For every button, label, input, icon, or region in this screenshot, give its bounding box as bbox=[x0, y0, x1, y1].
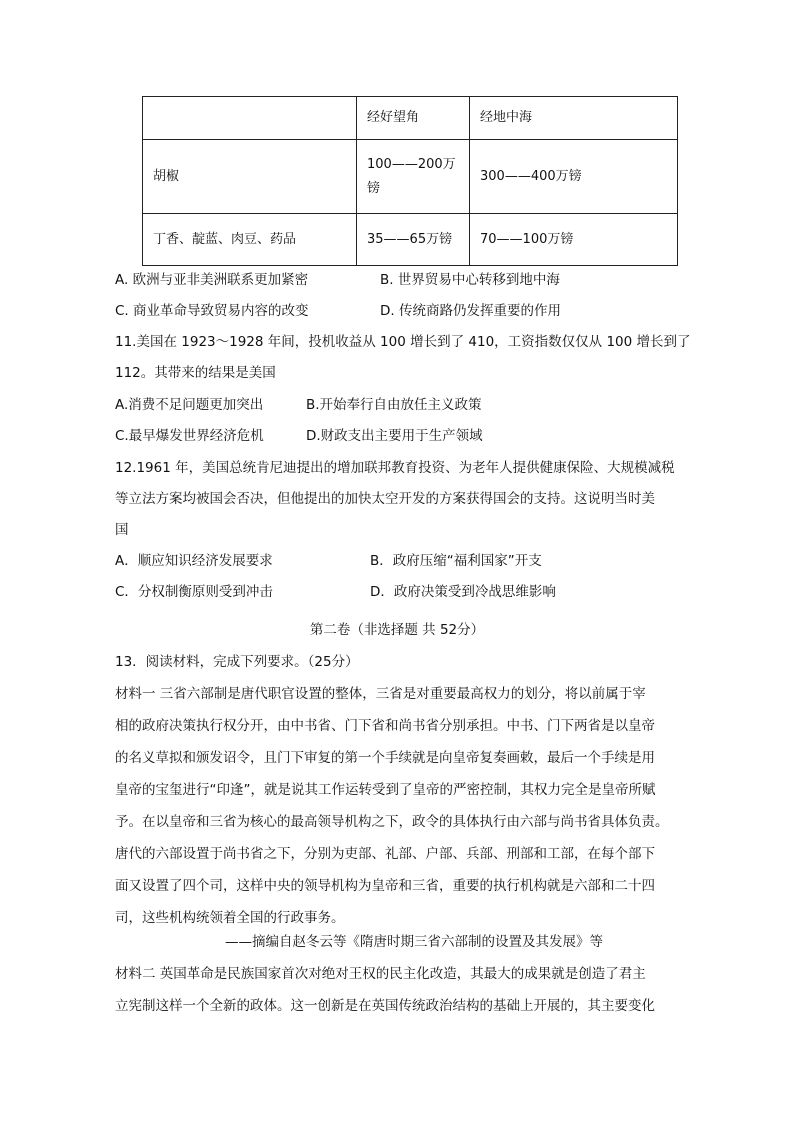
material-2-line: 立宪制这样一个全新的政体。这一创新是在英国传统政治结构的基础上开展的，其主要变化 bbox=[115, 998, 655, 1014]
q10-option-a: A. 欧洲与亚非美洲联系更加紧密 bbox=[115, 272, 309, 288]
q11-option-b: B.开始奉行自由放任主义政策 bbox=[306, 397, 482, 413]
table-row bbox=[143, 140, 678, 214]
table-row bbox=[143, 214, 678, 266]
q11-option-d: D.财政支出主要用于生产领域 bbox=[306, 428, 483, 444]
q11-option-a: A.消费不足问题更加突出 bbox=[115, 397, 264, 413]
table-cell: 300——400万镑 bbox=[470, 140, 678, 214]
material-2-line: 材料二 英国革命是民族国家首次对绝对王权的民主化改造，其最大的成果就是创造了君主 bbox=[115, 966, 646, 982]
material-1 bbox=[115, 678, 685, 934]
material-1-line: 面又设置了四个司，这样中央的领导机构为皇帝和三省，重要的执行机构就是六部和二十四 bbox=[115, 878, 655, 894]
section-2-title: 第二卷（非选择题 共 52分） bbox=[309, 622, 485, 638]
material-1-line: 材料一 三省六部制是唐代职官设置的整体，三省是对重要最高权力的划分，将以前属于宰 bbox=[115, 686, 646, 702]
q12-option-b: B．政府压缩“福利国家”开支 bbox=[370, 553, 542, 569]
material-1-line: 相的政府决策执行权分开，由中书省、门下省和尚书省分别承担。中书、门下两省是以皇帝 bbox=[115, 718, 655, 734]
material-1-line: 唐代的六部设置于尚书省之下，分别为吏部、礼部、户部、兵部、刑部和工部，在每个部下 bbox=[115, 846, 655, 862]
table-cell bbox=[357, 140, 470, 214]
q12-stem-line-1: 12.1961 年，美国总统肯尼迪提出的增加联邦教育投资、为老年人提供健康保险、大规模减税 bbox=[115, 460, 675, 476]
table-header-cell bbox=[143, 97, 357, 140]
q12-stem-line-2: 等立法方案均被国会否决，但他提出的加快太空开发的方案获得国会的支持。这说明当时美 bbox=[115, 491, 655, 507]
q12-option-d: D．政府决策受到冷战思维影响 bbox=[370, 584, 556, 600]
table-row bbox=[143, 97, 678, 140]
q12-stem-line-3: 国 bbox=[115, 522, 129, 538]
table-header-cell: 经地中海 bbox=[470, 97, 678, 140]
q11-stem-line-1: 11.美国在 1923～1928 年间，投机收益从 100 增长到了 410，工资指数仅仅从 100 增长到了 bbox=[115, 334, 691, 350]
material-1-source: ——摘编自赵冬云等《隋唐时期三省六部制的设置及其发展》等 bbox=[225, 934, 603, 950]
q12-option-a: A．顺应知识经济发展要求 bbox=[115, 553, 273, 569]
table-cell: 丁香、靛蓝、肉豆、药品 bbox=[143, 214, 357, 266]
material-1-line: 的名义草拟和颁发诏令，且门下审复的第一个手续就是向皇帝复奏画敕，最后一个手续是用 bbox=[115, 750, 655, 766]
table-cell: 35——65万镑 bbox=[357, 214, 470, 266]
table-cell: 70——100万镑 bbox=[470, 214, 678, 266]
q10-option-d: D. 传统商路仍发挥重要的作用 bbox=[380, 303, 561, 319]
material-1-line: 司，这些机构统领着全国的行政事务。 bbox=[115, 910, 345, 926]
q11-option-c: C.最早爆发世界经济危机 bbox=[115, 428, 264, 444]
table-cell-text: 100——200万镑 bbox=[367, 156, 456, 196]
material-1-line: 予。在以皇帝和三省为核心的最高领导机构之下，政令的具体执行由六部与尚书省具体负责。 bbox=[115, 814, 669, 830]
material-1-line: 皇帝的宝玺进行“印逢”，就是说其工作运转受到了皇帝的严密控制，其权力完全是皇帝所赋 bbox=[115, 782, 656, 798]
q10-option-b: B. 世界贸易中心转移到地中海 bbox=[380, 272, 560, 288]
q10-option-c: C. 商业革命导致贸易内容的改变 bbox=[115, 303, 309, 319]
trade-table bbox=[142, 96, 678, 266]
q13-stem: 13．阅读材料，完成下列要求。（25分） bbox=[115, 654, 359, 670]
q11-stem-line-2: 112。其带来的结果是美国 bbox=[115, 365, 276, 381]
q12-option-c: C．分权制衡原则受到冲击 bbox=[115, 584, 273, 600]
material-2 bbox=[115, 958, 685, 1022]
table-header-cell: 经好望角 bbox=[357, 97, 470, 140]
table-cell: 胡椒 bbox=[143, 140, 357, 214]
